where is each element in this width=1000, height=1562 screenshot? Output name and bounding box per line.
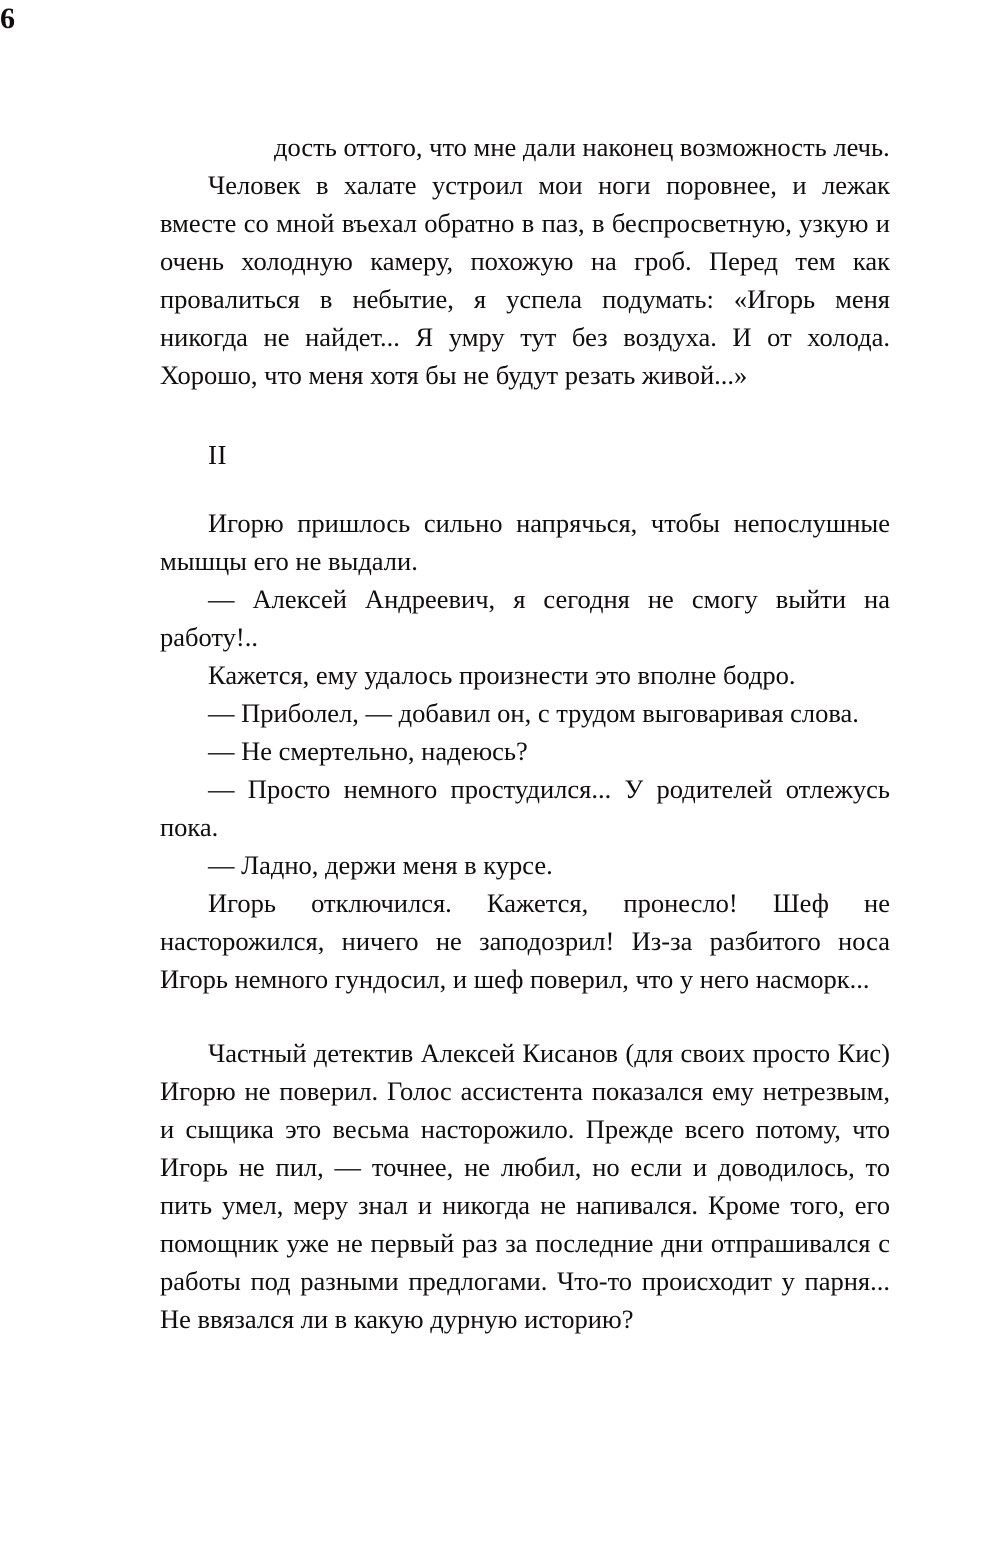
page-text-body (160, 128, 890, 1338)
paragraph-opening: дость оттого, что мне дали наконец возможность лечь. (274, 132, 890, 162)
paragraph-4: — Алексей Андреевич, я сегодня не смогу выйти на работу!.. (160, 584, 890, 652)
paragraph-7: — Не смертельно, надеюсь? (208, 736, 528, 766)
paragraph-6: — Приболел, — добавил он, с трудом выговаривая слова. (208, 698, 859, 728)
paragraph-9: — Ладно, держи меня в курсе. (208, 850, 553, 880)
paragraph-spacer (160, 998, 890, 1034)
paragraph-2: Человек в халате устроил мои ноги поровнее, и лежак вместе со мной въехал обратно в паз, в беспросветную, узкую и очень холодную камеру, похожую на гроб. Перед тем как провалиться в небытие, я успела подумать: «Игорь меня никогда не найдет... Я умру тут без воздуха. И от холода. Хорошо, что меня хотя бы не будут резать живой...» (160, 170, 890, 390)
section-marker: II (208, 440, 227, 470)
paragraph-5: Кажется, ему удалось произнести это вполне бодро. (208, 660, 796, 690)
page-number: 6 (0, 2, 15, 35)
paragraph-10: Игорь отключился. Кажется, пронесло! Шеф не насторожился, ничего не заподозрил! Из-за разбитого носа Игорь немного гундосил, и шеф поверил, что у него насморк... (160, 888, 890, 994)
paragraph-8: — Просто немного простудился... У родителей отлежусь пока. (160, 774, 890, 842)
paragraph-3: Игорю пришлось сильно напрячься, чтобы непослушные мышцы его не выдали. (160, 508, 890, 576)
paragraph-11: Частный детектив Алексей Кисанов (для своих просто Кис) Игорю не поверил. Голос ассистента показался ему нетрезвым, и сыщика это весьма насторожило. Прежде всего потому, что Игорь не пил, — точнее, не любил, но если и доводилось, то пить умел, меру знал и никогда не напивался. Кроме того, его помощник уже не первый раз за последние дни отпрашивался с работы под разными предлогами. Что-то происходит у парня... Не ввязался ли в какую дурную историю? (160, 1038, 890, 1334)
